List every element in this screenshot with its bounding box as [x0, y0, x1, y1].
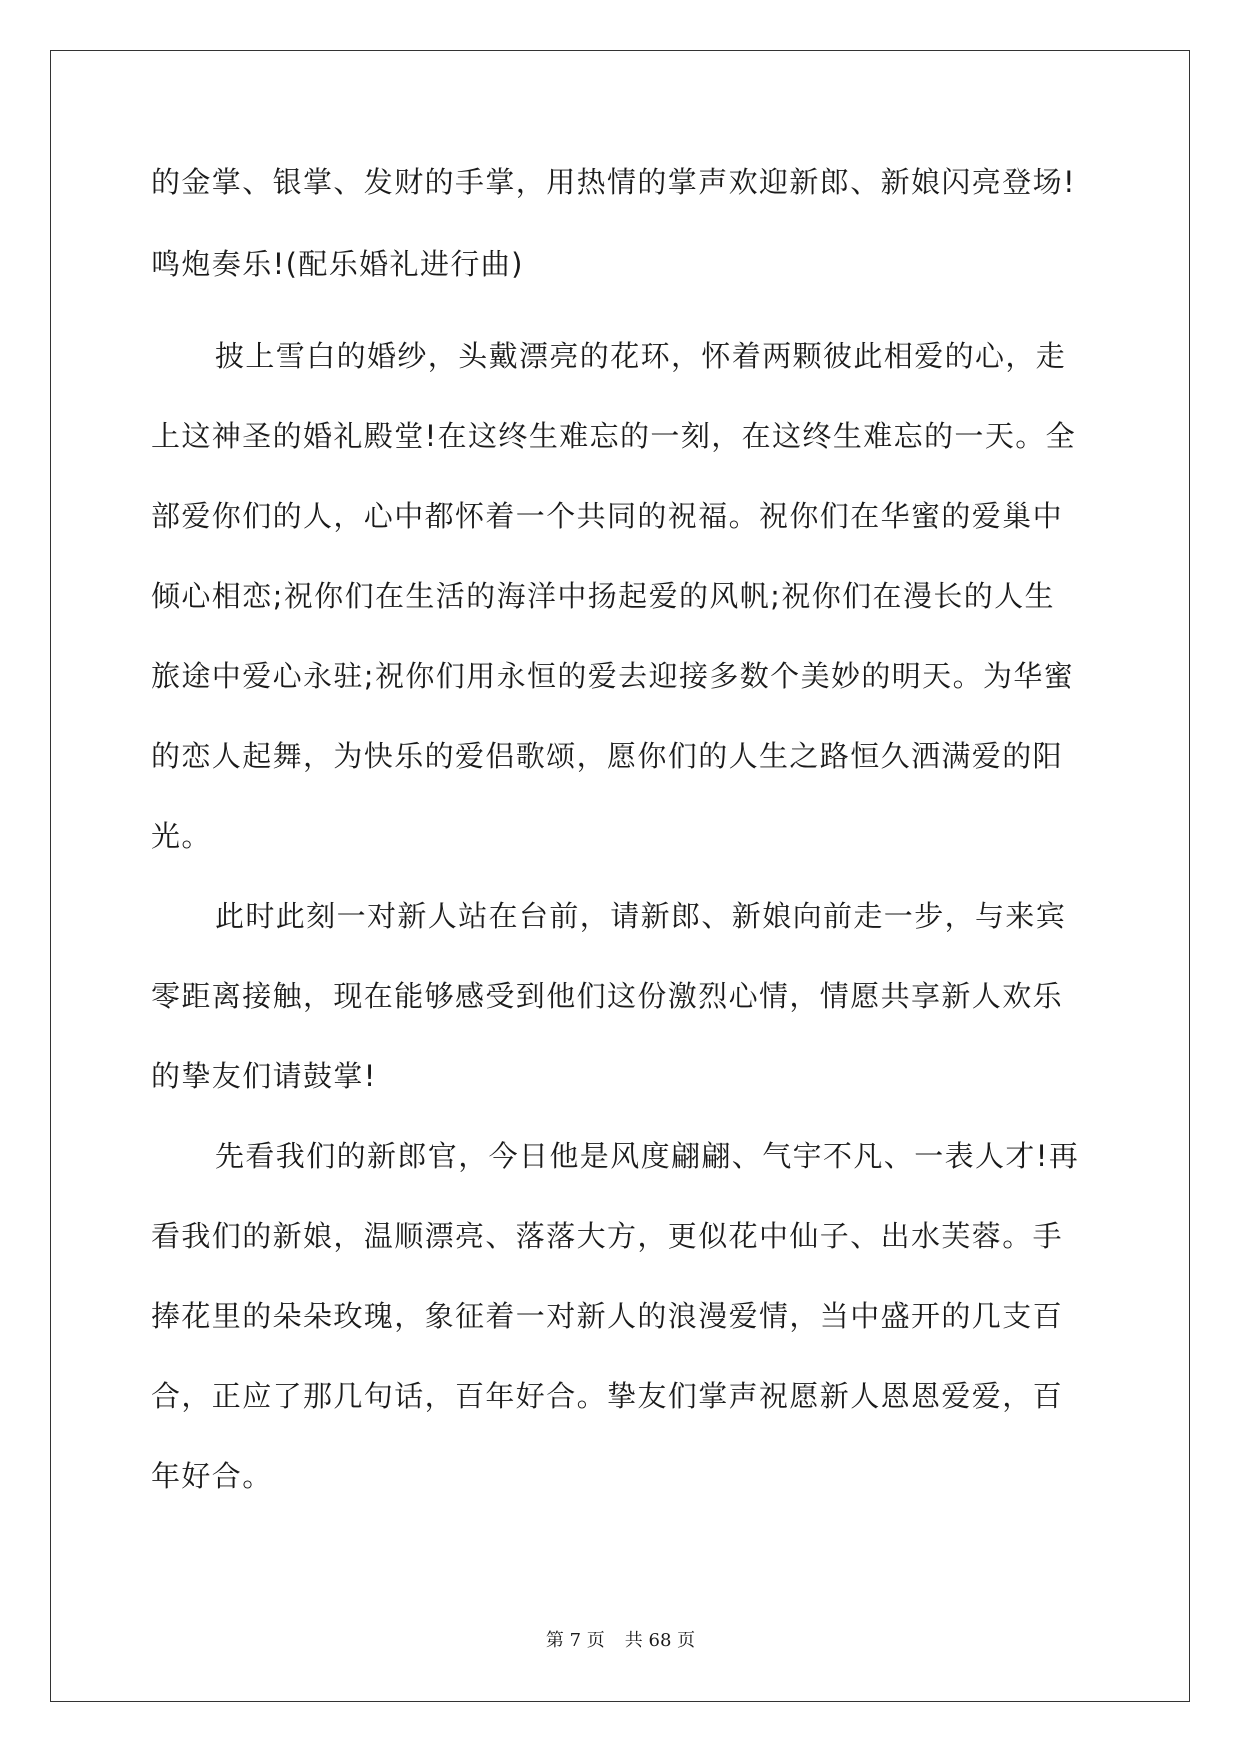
text-line: 看我们的新娘，温顺漂亮、落落大方，更似花中仙子、出水芙蓉。手: [151, 1219, 1064, 1253]
text-line: 的金掌、银掌、发财的手掌，用热情的掌声欢迎新郎、新娘闪亮登场!: [151, 165, 1077, 199]
paragraph-start-line: 披上雪白的婚纱，头戴漂亮的花环，怀着两颗彼此相爱的心，走: [215, 339, 1067, 373]
text-line: 年好合。: [151, 1459, 273, 1493]
paragraph-start-line: 先看我们的新郎官，今日他是风度翩翩、气宇不凡、一表人才!再: [215, 1139, 1080, 1173]
text-line: 鸣炮奏乐!(配乐婚礼进行曲): [151, 247, 524, 281]
page-footer: [0, 1626, 1241, 1652]
page-total: 共 68 页: [624, 1630, 696, 1651]
text-line: 上这神圣的婚礼殿堂!在这终生难忘的一刻，在这终生难忘的一天。全: [151, 419, 1077, 453]
page-border: [50, 50, 1190, 1702]
paragraph-start-line: 此时此刻一对新人站在台前，请新郎、新娘向前走一步，与来宾: [215, 899, 1067, 933]
text-line: 捧花里的朵朵玫瑰，象征着一对新人的浪漫爱情，当中盛开的几支百: [151, 1299, 1064, 1333]
text-line: 零距离接触，现在能够感受到他们这份激烈心情，情愿共享新人欢乐: [151, 979, 1064, 1013]
text-line: 的恋人起舞，为快乐的爱侣歌颂，愿你们的人生之路恒久洒满爱的阳: [151, 739, 1064, 773]
text-line: 的挚友们请鼓掌!: [151, 1059, 377, 1093]
text-line: 旅途中爱心永驻;祝你们用永恒的爱去迎接多数个美妙的明天。为华蜜: [151, 659, 1075, 693]
text-line: 倾心相恋;祝你们在生活的海洋中扬起爱的风帆;祝你们在漫长的人生: [151, 579, 1055, 613]
page-number: 第 7 页: [545, 1630, 605, 1651]
text-line: 光。: [151, 819, 212, 853]
text-line: 部爱你们的人，心中都怀着一个共同的祝福。祝你们在华蜜的爱巢中: [151, 499, 1064, 533]
text-line: 合，正应了那几句话，百年好合。挚友们掌声祝愿新人恩恩爱爱，百: [151, 1379, 1064, 1413]
